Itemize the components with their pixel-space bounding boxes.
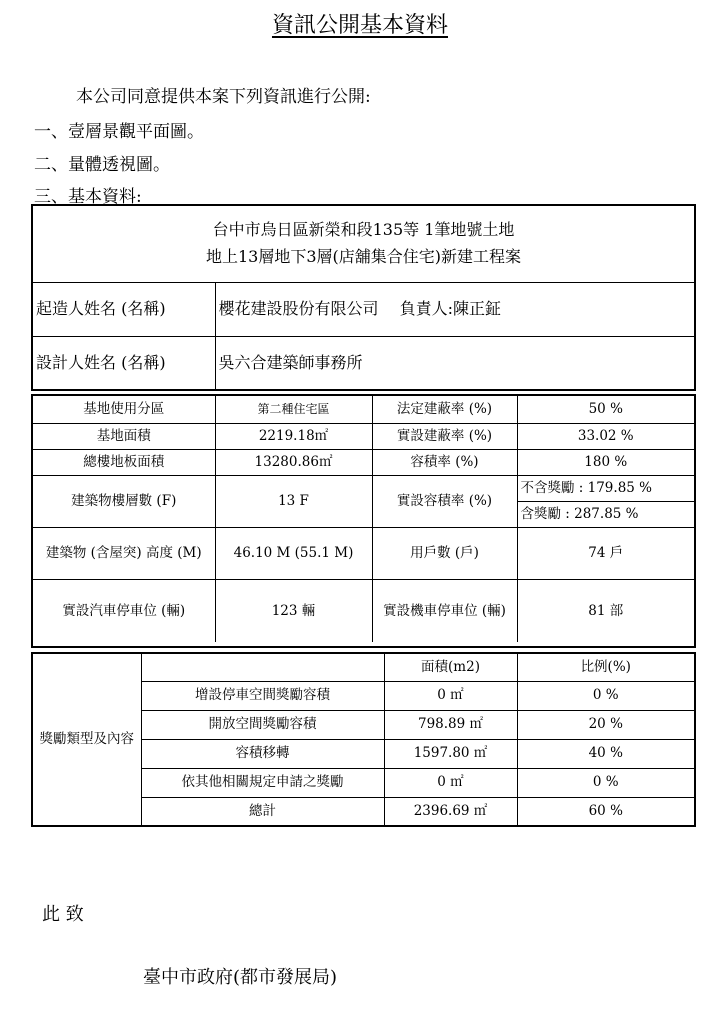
designer-label: 設計人姓名 (名稱) (33, 337, 215, 390)
bonus-row-area: 0 ㎡ (384, 681, 517, 710)
bonus-row-ratio: 40 % (517, 739, 694, 768)
intro-text: 本公司同意提供本案下列資訊進行公開: (76, 87, 371, 107)
header-box (31, 204, 696, 391)
bonus-box (31, 652, 696, 827)
actual-far-label: 實設容積率 (%) (372, 475, 517, 527)
bonus-row-area: 798.89 ㎡ (384, 710, 517, 739)
far-label: 容積率 (%) (372, 449, 517, 475)
legal-coverage-value: 50 % (517, 396, 694, 423)
bonus-header-ratio: 比例(%) (517, 654, 694, 681)
bonus-row-name: 容積移轉 (141, 739, 384, 768)
project-table (33, 206, 694, 283)
floors-label: 建築物樓層數 (F) (33, 475, 215, 527)
bonus-row-name: 增設停車空間獎勵容積 (141, 681, 384, 710)
bonus-side-label: 獎勵類型及內容 (33, 654, 141, 825)
designer-value: 吳六合建築師事務所 (215, 337, 694, 390)
bonus-row-ratio: 0 % (517, 768, 694, 797)
units-label: 用戶數 (戶) (372, 527, 517, 579)
far-value: 180 % (517, 449, 694, 475)
people-table (33, 283, 694, 390)
bonus-row-area: 0 ㎡ (384, 768, 517, 797)
moto-parking-label: 實設機車停車位 (輛) (372, 579, 517, 642)
height-label: 建築物 (含屋突) 高度 (M) (33, 527, 215, 579)
project-line-1: 台中市烏日區新榮和段135等 1筆地號土地 (212, 220, 515, 240)
item-2: 二、量體透視圖。 (34, 155, 170, 175)
document-title: 資訊公開基本資料 (271, 13, 448, 38)
bonus-row-area: 1597.80 ㎡ (384, 739, 517, 768)
actual-far-incl: 含獎勵 : 287.85 % (517, 501, 694, 527)
basic-data-box (31, 394, 696, 648)
car-parking-value: 123 輛 (215, 579, 372, 642)
bonus-total-area: 2396.69 ㎡ (384, 797, 517, 825)
legal-coverage-label: 法定建蔽率 (%) (372, 396, 517, 423)
bonus-total-name: 總計 (141, 797, 384, 825)
zoning-value: 第二種住宅區 (215, 396, 372, 423)
bonus-header-blank (141, 654, 384, 681)
builder-label: 起造人姓名 (名稱) (33, 283, 215, 337)
height-value: 46.10 M (55.1 M) (215, 527, 372, 579)
project-name-cell (33, 206, 694, 282)
closing-recipient: 臺中市政府(都市發展局) (143, 967, 338, 988)
bonus-header-area: 面積(m2) (384, 654, 517, 681)
units-value: 74 戶 (517, 527, 694, 579)
moto-parking-value: 81 部 (517, 579, 694, 642)
bonus-total-ratio: 60 % (517, 797, 694, 825)
project-line-2: 地上13層地下3層(店舖集合住宅)新建工程案 (205, 246, 522, 266)
bonus-row-name: 依其他相關規定申請之獎勵 (141, 768, 384, 797)
builder-value: 櫻花建設股份有限公司 負責人:陳正鉦 (215, 283, 694, 337)
bonus-row-ratio: 20 % (517, 710, 694, 739)
site-area-value: 2219.18㎡ (215, 423, 372, 449)
bonus-row-name: 開放空間獎勵容積 (141, 710, 384, 739)
item-1: 一、壹層景觀平面圖。 (34, 122, 204, 142)
actual-coverage-label: 實設建蔽率 (%) (372, 423, 517, 449)
car-parking-label: 實設汽車停車位 (輛) (33, 579, 215, 642)
actual-coverage-value: 33.02 % (517, 423, 694, 449)
site-area-label: 基地面積 (33, 423, 215, 449)
closing-to: 此 致 (42, 904, 84, 925)
floor-area-value: 13280.86㎡ (215, 449, 372, 475)
floors-value: 13 F (215, 475, 372, 527)
item-3: 三、基本資料: (34, 187, 142, 207)
actual-far-excl: 不含獎勵 : 179.85 % (517, 475, 694, 501)
basic-data-table (33, 396, 694, 642)
zoning-label: 基地使用分區 (33, 396, 215, 423)
bonus-table (33, 654, 694, 825)
bonus-row-ratio: 0 % (517, 681, 694, 710)
floor-area-label: 總樓地板面積 (33, 449, 215, 475)
